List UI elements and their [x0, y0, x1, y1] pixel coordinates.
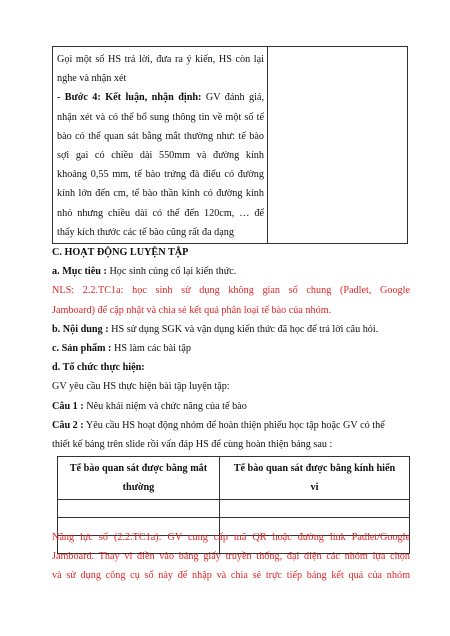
- header-naked-eye: Tế bào quan sát được bằng mắt thường: [58, 457, 220, 500]
- nls-line: Jamboard) để cập nhật và chia sẻ kết quả phân loại tế bào của nhóm.: [52, 304, 332, 316]
- table-cell: [219, 500, 409, 518]
- text-line: Gọi một số HS trả lời, đưa ra ý kiến, HS còn lại: [57, 54, 264, 65]
- question-2: [52, 416, 410, 435]
- product-text: HS làm các bài tập: [111, 343, 191, 355]
- text-line: khoảng 0,55 mm, tế bào trứng đà điểu có đường: [57, 169, 264, 181]
- instruction-line: GV yêu cầu HS thực hiện bài tập luyện tập:: [52, 381, 230, 393]
- question-1: [52, 397, 410, 416]
- question-1-label: Câu 1 :: [52, 400, 84, 412]
- nls-line: và sử dụng công cụ số này để nhập và chia sẻ trực tiếp bảng kết quả của nhóm: [52, 570, 410, 582]
- text-line: bào có thể quan sát bằng mắt thường như: tế bào: [57, 130, 264, 142]
- question-2-continued: thiết kế bảng trên slide rồi vấn đáp HS để cùng hoàn thiện bảng sau :: [52, 439, 333, 451]
- content-line: [52, 320, 410, 339]
- section-title: C. HOẠT ĐỘNG LUYỆN TẬP: [52, 247, 189, 258]
- nls-line: NLS: 2.2.TC1a: học sinh sử dụng không gian số chung (Padlet, Google: [52, 285, 410, 297]
- text-line: thấy kích thước các tế bào cũng rất đa dạng: [57, 226, 234, 238]
- product-line: [52, 339, 410, 358]
- question-2-text: Yêu cầu HS hoạt động nhóm để hoàn thiện phiếu học tập hoặc GV có thể: [83, 419, 385, 431]
- digital-competence-note: [52, 528, 410, 586]
- goal-line: [52, 262, 410, 281]
- table-row: [58, 500, 410, 518]
- goal-text: Học sinh củng cố lại kiến thức.: [106, 266, 237, 278]
- practice-section: [52, 243, 410, 454]
- question-1-text: Nêu khái niệm và chức năng của tế bào: [83, 400, 247, 412]
- text-line: nghe và nhận xét: [57, 73, 127, 85]
- text-line: nhận xét và có thể bổ sung thông tin về một số tế: [57, 111, 264, 123]
- empty-cell: [268, 47, 407, 243]
- nls-line: Năng lực số (2.2.TC1a): GV cung cấp mã QR hoặc đường link Padlet/Google: [52, 532, 410, 543]
- text-line: kính lớn đến cm, tế bào thần kinh có đường kính: [57, 188, 264, 200]
- table-cell: [58, 500, 220, 518]
- organization-title: d. Tổ chức thực hiện:: [52, 362, 145, 374]
- activity-table: [52, 46, 408, 244]
- teacher-student-cell: [53, 47, 268, 243]
- step-text: GV đánh giá,: [201, 92, 264, 104]
- content-text: HS sử dụng SGK và vận dụng kiến thức đã học để trả lời câu hỏi.: [108, 323, 379, 335]
- table-header-row: [58, 457, 410, 500]
- question-2-label: Câu 2 :: [52, 419, 84, 431]
- header-microscope: Tế bào quan sát được bằng kính hiển vi: [219, 457, 409, 500]
- step-label: - Bước 4: Kết luận, nhận định:: [57, 92, 202, 104]
- step-4-line: [57, 88, 264, 107]
- content-label: b. Nội dung :: [52, 323, 109, 335]
- nls-line: Jamboard. Thay vì điền vào bảng giấy truyền thống, đại diện các nhóm lựa chọn: [52, 551, 410, 563]
- product-label: c. Sản phẩm :: [52, 343, 112, 355]
- text-line: sợi gai có chiều dài 550mm và đường kính: [57, 150, 264, 162]
- text-line: nhỏ nhưng chiều dài có thể đến 120cm, … để: [57, 207, 264, 219]
- goal-label: a. Mục tiêu :: [52, 266, 107, 278]
